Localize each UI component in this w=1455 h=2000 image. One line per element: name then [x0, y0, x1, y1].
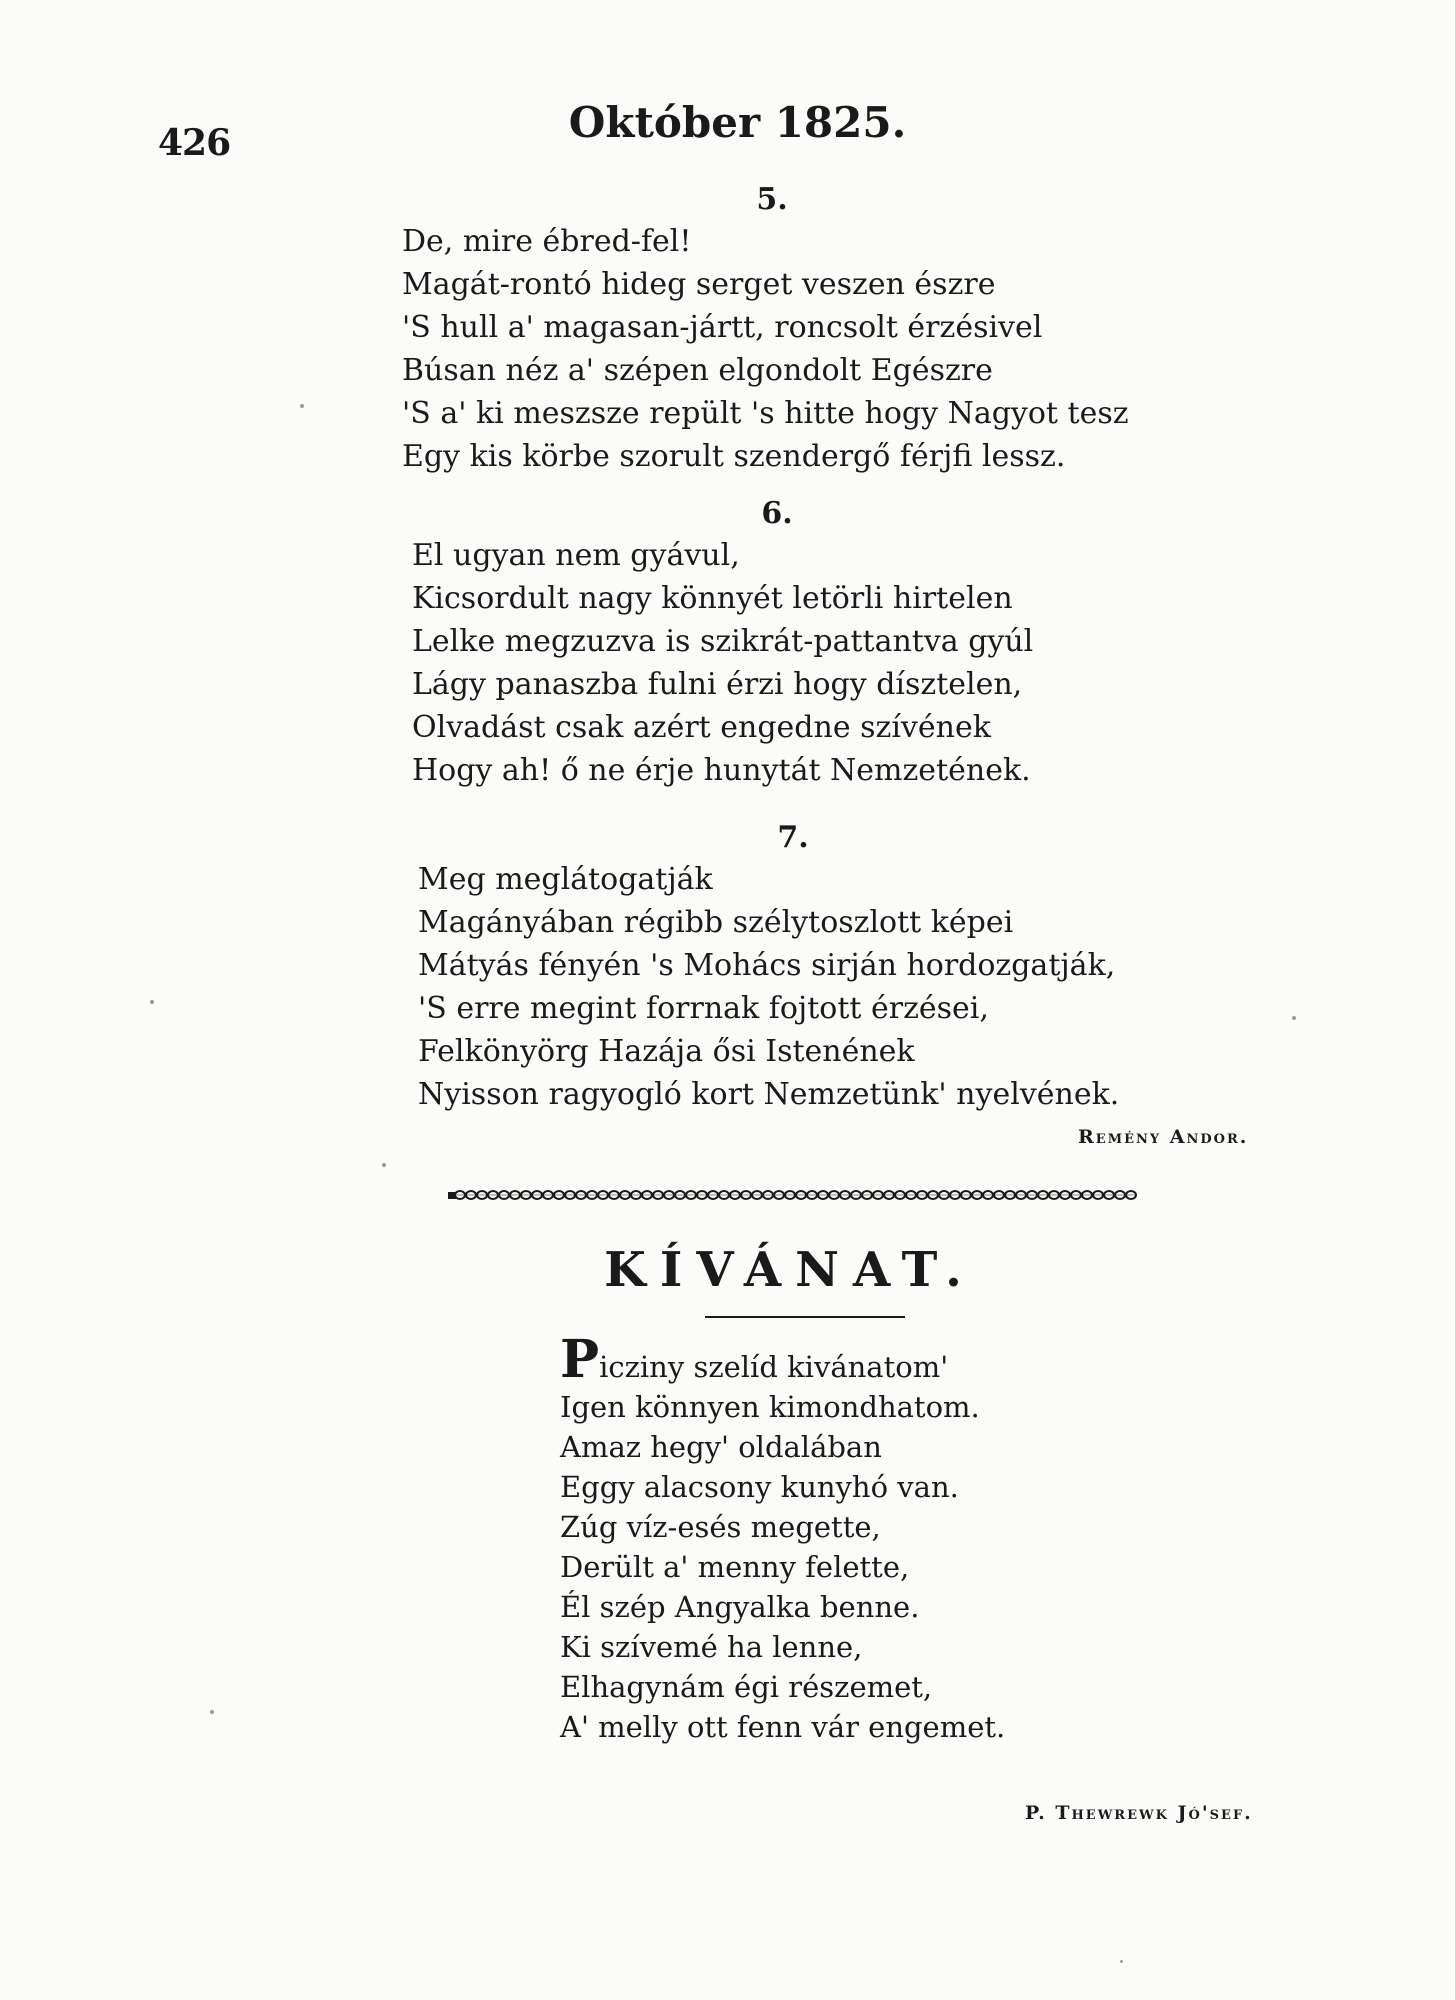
verse-line: De, mire ébred-fel! — [402, 224, 692, 259]
verse-line-first — [560, 1329, 1120, 1390]
verse-line: Egy kis körbe szorult szendergő férjfi lessz. — [402, 439, 1066, 474]
verse-line: 'S erre megint forrnak fojtott érzései, — [418, 991, 989, 1026]
verse-line: 'S hull a' magasan-jártt, roncsolt érzésivel — [402, 310, 1043, 345]
stanza-5 — [402, 180, 1182, 478]
verse-line: 'S a' ki meszsze repült 's hitte hogy Nagyot tesz — [402, 396, 1129, 431]
verse-line: El ugyan nem gyávul, — [412, 538, 740, 573]
scan-speck — [1292, 1016, 1296, 1020]
verse-line: Olvadást csak azért engedne szívének — [412, 710, 991, 745]
verse-line: Meg meglátogatják — [418, 862, 713, 897]
verse-line: Ki szívemé ha lenne, — [560, 1630, 863, 1664]
first-line-text: icziny szelíd kivánatom' — [599, 1350, 949, 1384]
scan-speck — [210, 1710, 214, 1714]
verse-line: Lelke megzuzva is szikrát-pattantva gyúl — [412, 624, 1034, 659]
poem-title: KÍVÁNAT. — [604, 1242, 976, 1298]
verse-line: Mátyás fényén 's Mohács sirján hordozgatják, — [418, 948, 1116, 983]
stanza-number: 6. — [761, 496, 793, 531]
verse-line: Igen könnyen kimondhatom. — [560, 1390, 980, 1424]
verse-line: A' melly ott fenn vár engemet. — [560, 1710, 1006, 1744]
stanza-7 — [418, 818, 1138, 1116]
stanza-number: 7. — [777, 820, 809, 855]
stanza-6 — [412, 494, 1052, 792]
author-signature: Remény Andor. — [1078, 1126, 1249, 1148]
stanza-number: 5. — [756, 182, 788, 217]
scan-speck — [1120, 1960, 1123, 1963]
verse-line: Felkönyörg Hazája ősi Istenének — [418, 1034, 915, 1069]
verse-line: Elhagynám égi részemet, — [560, 1670, 933, 1704]
scan-speck — [150, 1000, 154, 1004]
verse-line: Amaz hegy' oldalában — [560, 1430, 882, 1464]
ornamental-divider — [448, 1188, 1138, 1202]
verse-line: Magát-rontó hideg serget veszen észre — [402, 267, 996, 302]
page-number: 426 — [158, 122, 231, 164]
poem-body — [560, 1329, 1120, 1747]
verse-line: Eggy alacsony kunyhó van. — [560, 1470, 959, 1504]
verse-line: Él szép Angyalka benne. — [560, 1590, 920, 1624]
verse-line: Kicsordult nagy könnyét letörli hirtelen — [412, 581, 1013, 616]
drop-cap: P — [560, 1329, 600, 1390]
verse-line: Derült a' menny felette, — [560, 1550, 910, 1584]
scan-speck — [300, 404, 304, 408]
running-title: Október 1825. — [568, 98, 907, 147]
scan-speck — [382, 1163, 386, 1167]
verse-line: Lágy panaszba fulni érzi hogy dísztelen, — [412, 667, 1023, 702]
verse-line: Magányában régibb szélytoszlott képei — [418, 905, 1014, 940]
verse-line: Hogy ah! ő ne érje hunytát Nemzetének. — [412, 753, 1031, 788]
verse-line: Zúg víz-esés megette, — [560, 1510, 881, 1544]
verse-line: Nyisson ragyogló kort Nemzetünk' nyelvének. — [418, 1077, 1120, 1112]
verse-line: Búsan néz a' szépen elgondolt Egészre — [402, 353, 993, 388]
title-rule — [705, 1316, 905, 1318]
author-signature: P. Thewrewk Jó'sef. — [1025, 1802, 1253, 1824]
